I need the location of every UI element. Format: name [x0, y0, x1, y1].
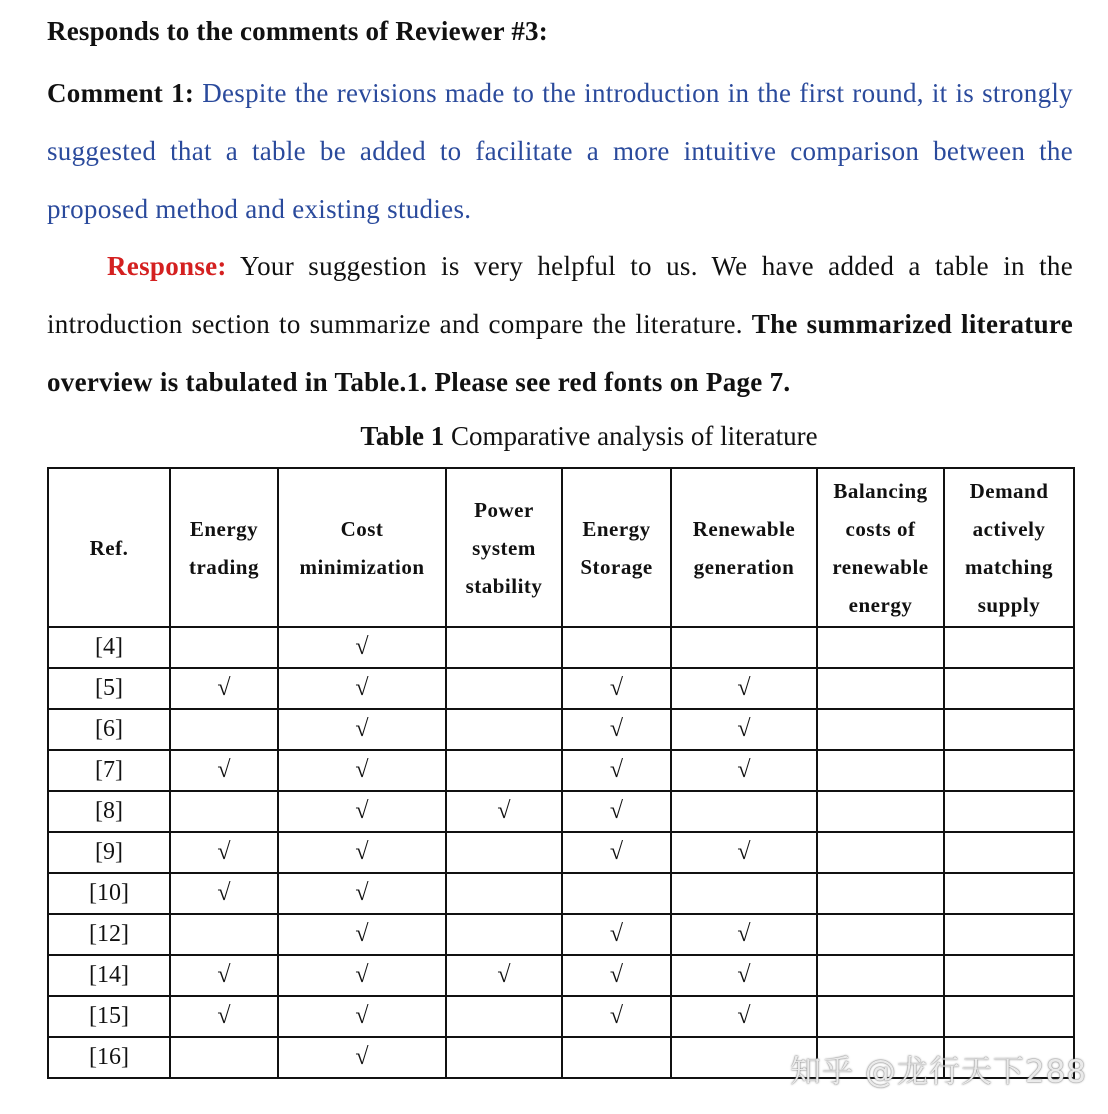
empty-cell: [817, 627, 944, 668]
ref-cell: [8]: [48, 791, 170, 832]
ref-cell: [16]: [48, 1037, 170, 1078]
ref-cell: [5]: [48, 668, 170, 709]
check-mark-cell: √: [562, 709, 671, 750]
reviewer-heading: Responds to the comments of Reviewer #3:: [47, 16, 548, 46]
column-header: Power system stability: [446, 468, 562, 627]
empty-cell: [817, 996, 944, 1037]
empty-cell: [817, 955, 944, 996]
empty-cell: [170, 791, 278, 832]
check-mark-cell: √: [671, 914, 817, 955]
empty-cell: [446, 627, 562, 668]
empty-cell: [562, 873, 671, 914]
check-mark-cell: √: [170, 832, 278, 873]
empty-cell: [944, 627, 1074, 668]
check-mark-cell: √: [170, 996, 278, 1037]
table-row: [48, 996, 1074, 1037]
comment-paragraph: [47, 64, 1073, 238]
empty-cell: [817, 668, 944, 709]
empty-cell: [817, 791, 944, 832]
ref-cell: [10]: [48, 873, 170, 914]
check-mark-cell: √: [671, 996, 817, 1037]
check-mark-cell: √: [562, 750, 671, 791]
check-mark-cell: √: [170, 750, 278, 791]
check-mark-cell: √: [671, 832, 817, 873]
check-mark-cell: √: [278, 750, 446, 791]
check-mark-cell: √: [562, 955, 671, 996]
empty-cell: [944, 832, 1074, 873]
check-mark-cell: √: [278, 955, 446, 996]
empty-cell: [944, 668, 1074, 709]
empty-cell: [446, 996, 562, 1037]
check-mark-cell: √: [278, 914, 446, 955]
column-header: Energy Storage: [562, 468, 671, 627]
check-mark-cell: √: [170, 873, 278, 914]
check-mark-cell: √: [278, 627, 446, 668]
empty-cell: [446, 914, 562, 955]
check-mark-cell: √: [562, 996, 671, 1037]
check-mark-cell: √: [278, 709, 446, 750]
empty-cell: [817, 832, 944, 873]
table-body: [48, 627, 1074, 1078]
empty-cell: [817, 709, 944, 750]
column-header: Energy trading: [170, 468, 278, 627]
empty-cell: [671, 627, 817, 668]
empty-cell: [446, 832, 562, 873]
check-mark-cell: √: [278, 668, 446, 709]
comment-text: Despite the revisions made to the introduction in the first round, it is strongly suggested that a table be added to facilitate a more intuitive comparison between the proposed method and existing studies.: [47, 78, 1073, 224]
response-label: Response:: [107, 251, 227, 281]
literature-comparison-table: [47, 467, 1075, 1079]
table-row: [48, 873, 1074, 914]
check-mark-cell: √: [671, 750, 817, 791]
check-mark-cell: √: [562, 791, 671, 832]
column-header: Renewable generation: [671, 468, 817, 627]
check-mark-cell: √: [278, 791, 446, 832]
ref-cell: [6]: [48, 709, 170, 750]
check-mark-cell: √: [671, 955, 817, 996]
empty-cell: [671, 791, 817, 832]
table-header-row: [48, 468, 1074, 627]
watermark: 知乎 @龙行天下288: [790, 1054, 1088, 1090]
check-mark-cell: √: [671, 709, 817, 750]
empty-cell: [944, 791, 1074, 832]
check-mark-cell: √: [446, 955, 562, 996]
check-mark-cell: √: [671, 668, 817, 709]
empty-cell: [170, 709, 278, 750]
table-row: [48, 955, 1074, 996]
column-header: Balancing costs of renewable energy: [817, 468, 944, 627]
ref-cell: [4]: [48, 627, 170, 668]
empty-cell: [944, 955, 1074, 996]
empty-cell: [944, 873, 1074, 914]
check-mark-cell: √: [278, 832, 446, 873]
check-mark-cell: √: [562, 914, 671, 955]
table-row: [48, 832, 1074, 873]
check-mark-cell: √: [278, 996, 446, 1037]
response-paragraph: [47, 237, 1073, 411]
empty-cell: [817, 750, 944, 791]
table-row: [48, 709, 1074, 750]
check-mark-cell: √: [562, 668, 671, 709]
check-mark-cell: √: [446, 791, 562, 832]
column-header: Cost minimization: [278, 468, 446, 627]
check-mark-cell: √: [170, 668, 278, 709]
response-text: Your suggestion is very helpful to us. We have added a table in the introduction section to summarize and compare the literature.: [47, 251, 1073, 339]
comment-label: Comment 1:: [47, 78, 195, 108]
empty-cell: [671, 873, 817, 914]
empty-cell: [446, 750, 562, 791]
ref-cell: [12]: [48, 914, 170, 955]
table-caption: [0, 421, 1108, 452]
empty-cell: [817, 914, 944, 955]
check-mark-cell: √: [278, 1037, 446, 1078]
empty-cell: [446, 1037, 562, 1078]
empty-cell: [944, 996, 1074, 1037]
empty-cell: [562, 627, 671, 668]
empty-cell: [817, 873, 944, 914]
table-row: [48, 791, 1074, 832]
check-mark-cell: √: [170, 955, 278, 996]
ref-cell: [7]: [48, 750, 170, 791]
column-header: Ref.: [48, 468, 170, 627]
empty-cell: [170, 1037, 278, 1078]
empty-cell: [446, 873, 562, 914]
table-row: [48, 914, 1074, 955]
response-bold-text: The summarized literature overview is tabulated in Table.1. Please see red fonts on Page 7.: [47, 309, 1073, 397]
empty-cell: [170, 627, 278, 668]
empty-cell: [944, 709, 1074, 750]
table-row: [48, 668, 1074, 709]
table-row: [48, 750, 1074, 791]
table-caption-label: Table 1: [360, 421, 445, 451]
empty-cell: [944, 914, 1074, 955]
empty-cell: [562, 1037, 671, 1078]
column-header: Demand actively matching supply: [944, 468, 1074, 627]
empty-cell: [944, 750, 1074, 791]
ref-cell: [9]: [48, 832, 170, 873]
ref-cell: [14]: [48, 955, 170, 996]
empty-cell: [170, 914, 278, 955]
table-row: [48, 627, 1074, 668]
check-mark-cell: √: [278, 873, 446, 914]
empty-cell: [446, 668, 562, 709]
check-mark-cell: √: [562, 832, 671, 873]
empty-cell: [446, 709, 562, 750]
ref-cell: [15]: [48, 996, 170, 1037]
table-caption-text: Comparative analysis of literature: [450, 421, 818, 451]
